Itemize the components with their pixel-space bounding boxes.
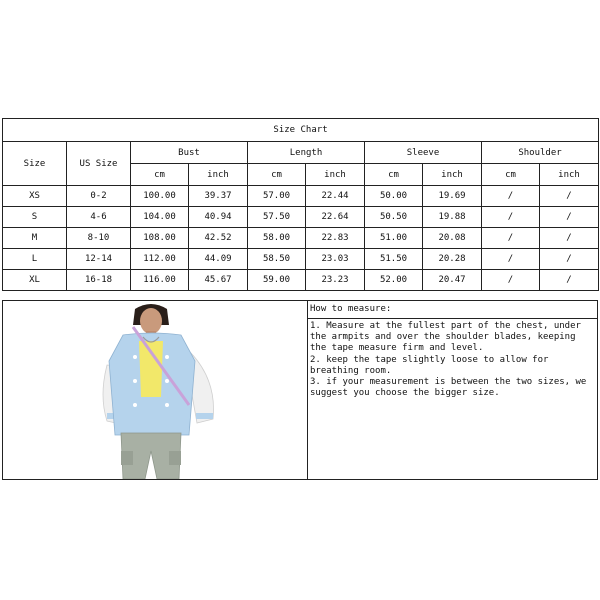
table-cell: 116.00: [131, 270, 189, 291]
table-cell: 100.00: [131, 186, 189, 207]
table-cell: 23.03: [306, 249, 365, 270]
unit-header: inch: [423, 164, 482, 186]
table-row: [3, 249, 599, 270]
table-cell: 22.44: [306, 186, 365, 207]
table-cell: 16-18: [67, 270, 131, 291]
unit-header: cm: [131, 164, 189, 186]
table-cell: /: [482, 249, 540, 270]
table-cell: 52.00: [365, 270, 423, 291]
table-cell: /: [482, 186, 540, 207]
size-table: [2, 118, 599, 291]
table-cell: 50.00: [365, 186, 423, 207]
table-cell: 22.83: [306, 228, 365, 249]
table-cell: /: [540, 207, 599, 228]
table-cell: 20.47: [423, 270, 482, 291]
unit-header: cm: [248, 164, 306, 186]
table-cell: /: [540, 249, 599, 270]
table-cell: 104.00: [131, 207, 189, 228]
table-cell: /: [540, 228, 599, 249]
table-cell: L: [3, 249, 67, 270]
table-cell: 51.50: [365, 249, 423, 270]
table-cell: S: [3, 207, 67, 228]
table-cell: 57.50: [248, 207, 306, 228]
us-size-header: US Size: [67, 142, 131, 186]
table-cell: XS: [3, 186, 67, 207]
table-row: [3, 270, 599, 291]
sleeve-header: Sleeve: [365, 142, 482, 164]
table-row: [3, 207, 599, 228]
table-cell: 20.08: [423, 228, 482, 249]
how-to-measure-steps: [308, 319, 597, 399]
table-cell: 42.52: [189, 228, 248, 249]
how-to-measure-title: How to measure:: [308, 301, 597, 319]
product-photo: [3, 301, 308, 479]
bust-header: Bust: [131, 142, 248, 164]
table-cell: 58.00: [248, 228, 306, 249]
how-to-measure-panel: [308, 301, 597, 479]
unit-header: inch: [540, 164, 599, 186]
table-row: [3, 186, 599, 207]
measure-section: [2, 300, 598, 480]
measure-step: 3. if your measurement is between the two sizes, we suggest you choose the bigger size.: [310, 377, 587, 399]
table-cell: XL: [3, 270, 67, 291]
table-cell: /: [482, 228, 540, 249]
unit-header: inch: [189, 164, 248, 186]
table-cell: 12-14: [67, 249, 131, 270]
table-cell: 44.09: [189, 249, 248, 270]
unit-header: cm: [482, 164, 540, 186]
table-cell: 19.88: [423, 207, 482, 228]
size-chart-title: Size Chart: [3, 119, 599, 142]
table-cell: /: [482, 207, 540, 228]
table-cell: 20.28: [423, 249, 482, 270]
table-cell: 19.69: [423, 186, 482, 207]
table-cell: 40.94: [189, 207, 248, 228]
table-cell: /: [540, 270, 599, 291]
table-cell: 57.00: [248, 186, 306, 207]
table-cell: 23.23: [306, 270, 365, 291]
measure-step: 2. keep the tape slightly loose to allow for breathing room.: [310, 354, 549, 376]
size-header: Size: [3, 142, 67, 186]
table-row: [3, 228, 599, 249]
table-cell: 4-6: [67, 207, 131, 228]
table-cell: 58.50: [248, 249, 306, 270]
table-cell: 0-2: [67, 186, 131, 207]
table-cell: 8-10: [67, 228, 131, 249]
table-cell: /: [540, 186, 599, 207]
table-cell: 51.00: [365, 228, 423, 249]
unit-header: inch: [306, 164, 365, 186]
length-header: Length: [248, 142, 365, 164]
table-cell: 22.64: [306, 207, 365, 228]
table-cell: 112.00: [131, 249, 189, 270]
unit-header: cm: [365, 164, 423, 186]
table-cell: 108.00: [131, 228, 189, 249]
measure-step: 1. Measure at the fullest part of the chest, under the armpits and over the shoulder blades, keeping the tape measure firm and level.: [310, 321, 581, 354]
table-cell: 39.37: [189, 186, 248, 207]
table-cell: 50.50: [365, 207, 423, 228]
table-cell: 59.00: [248, 270, 306, 291]
table-cell: M: [3, 228, 67, 249]
size-chart: [2, 118, 598, 481]
model-cardigan-illustration: [3, 301, 307, 479]
shoulder-header: Shoulder: [482, 142, 599, 164]
table-cell: 45.67: [189, 270, 248, 291]
table-cell: /: [482, 270, 540, 291]
